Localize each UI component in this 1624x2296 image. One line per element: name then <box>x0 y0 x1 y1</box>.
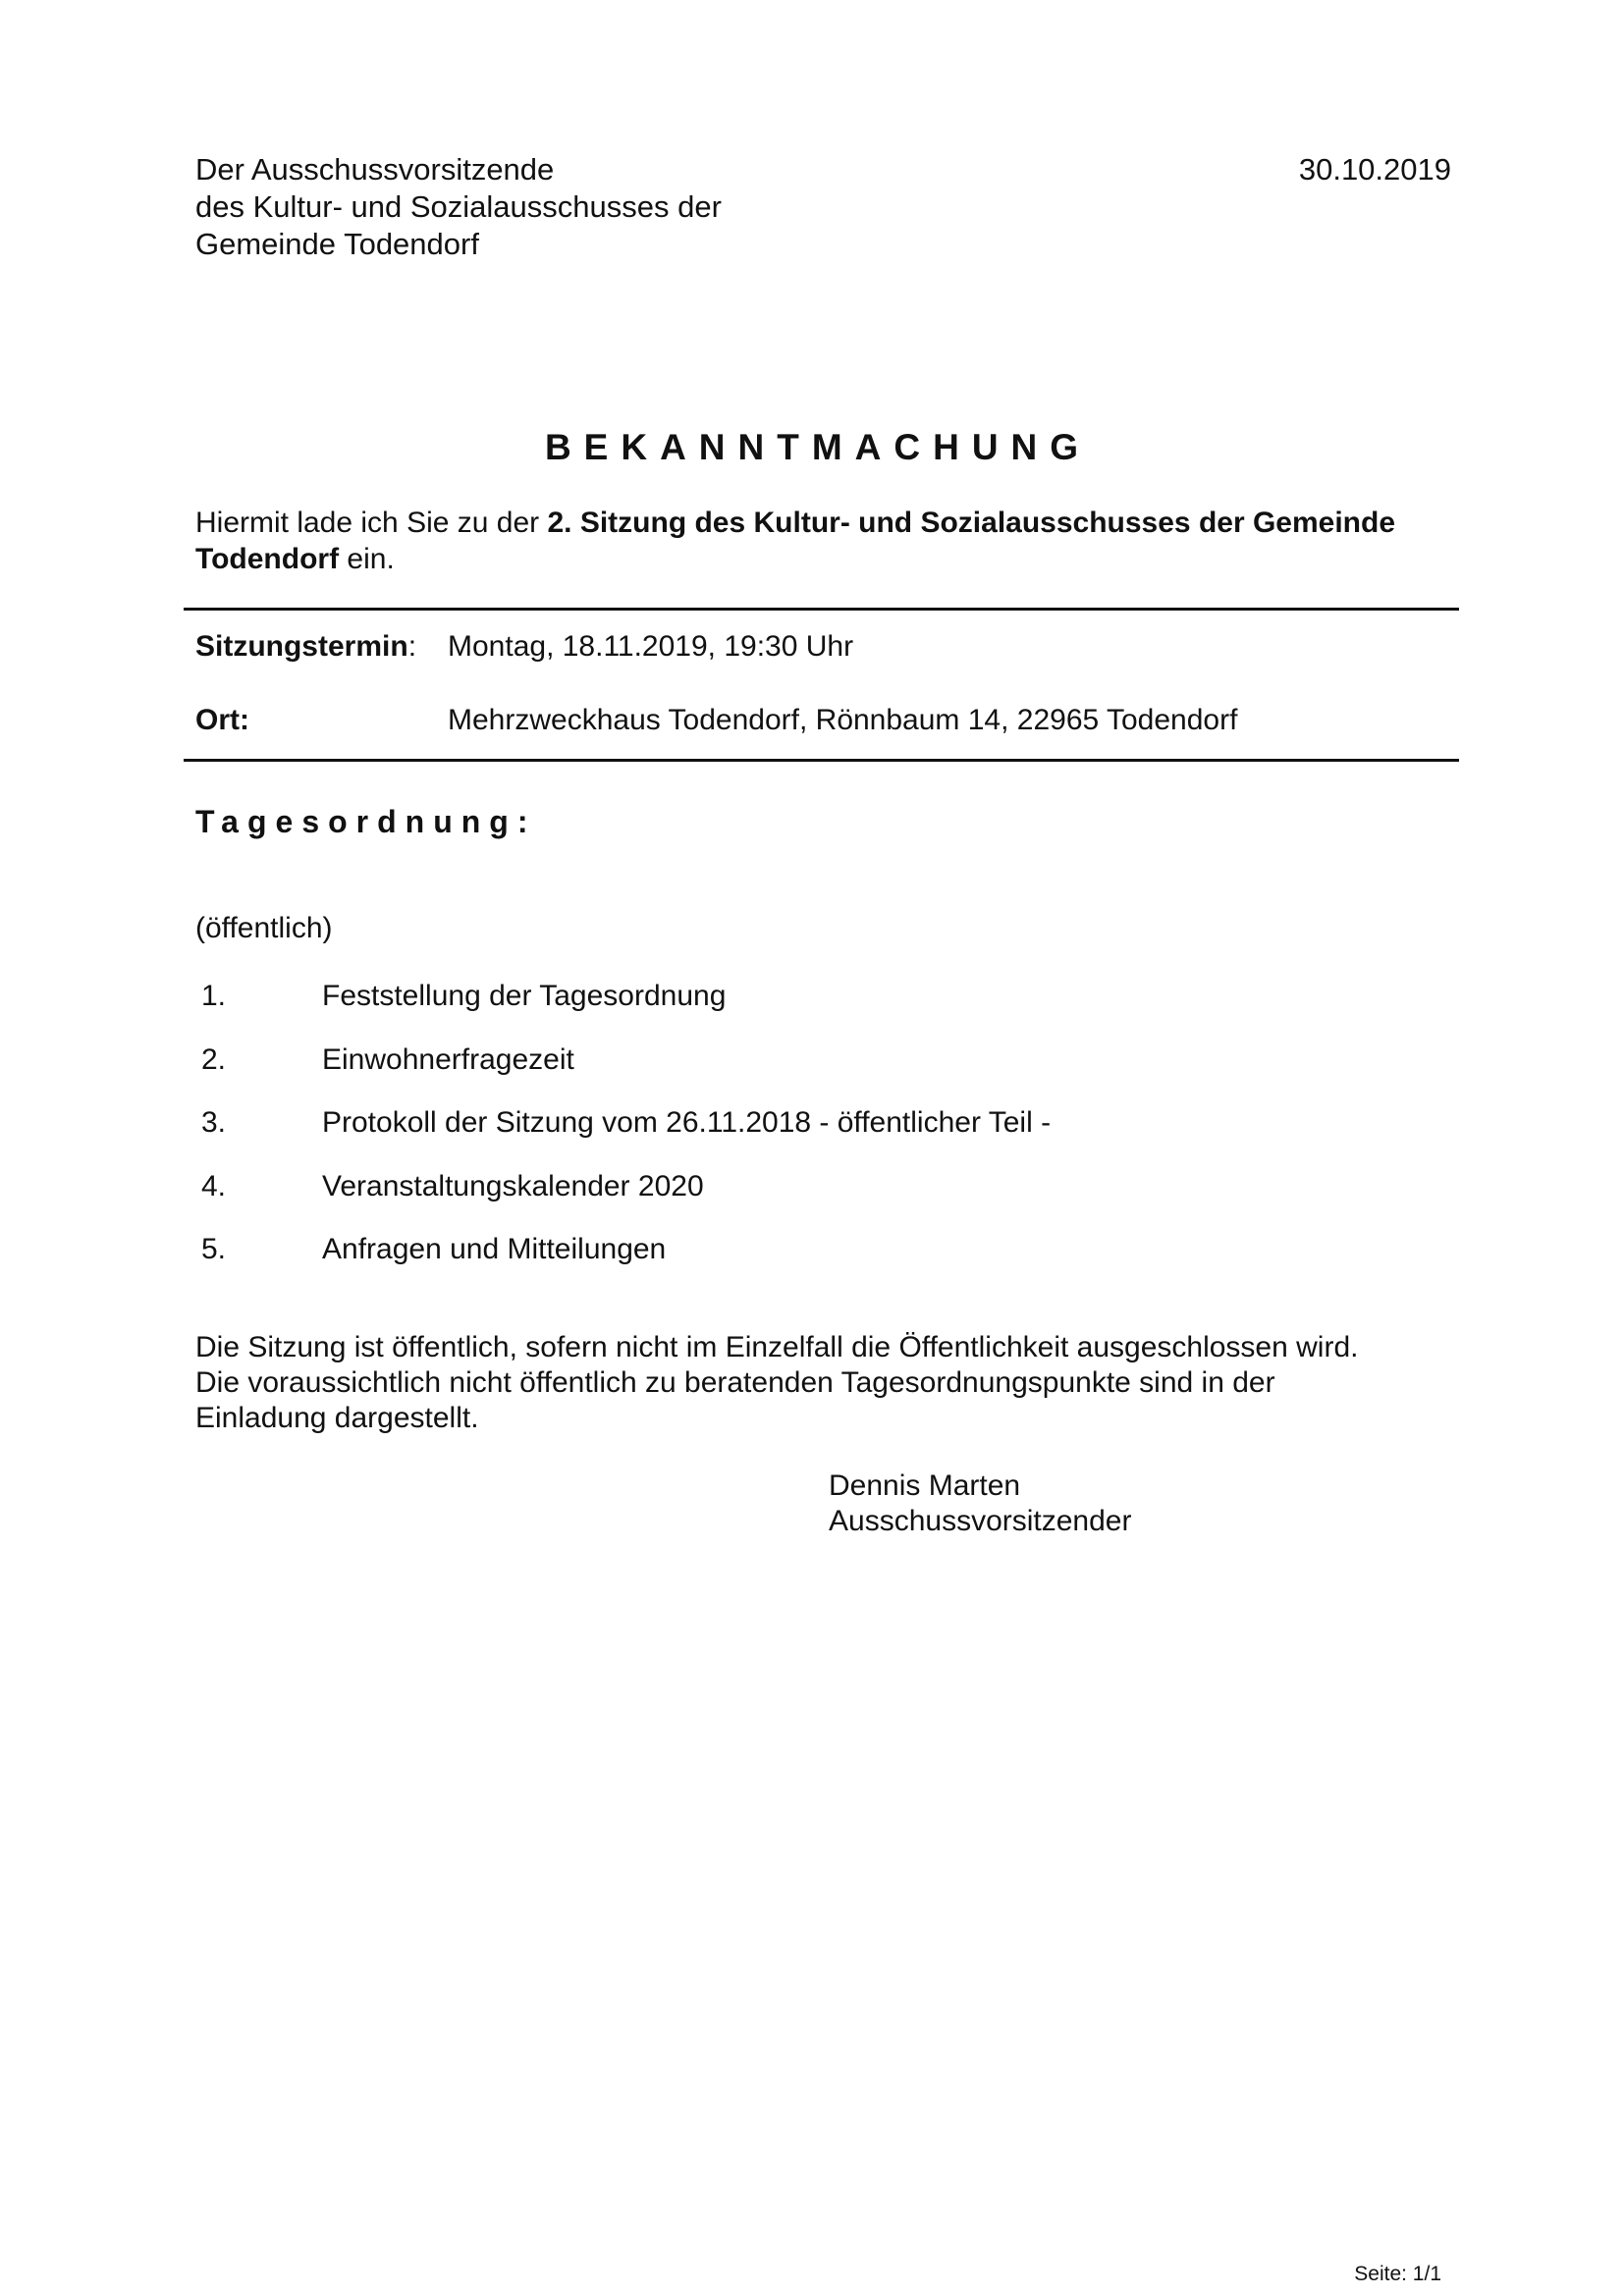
signature-name: Dennis Marten <box>829 1469 1021 1502</box>
agenda-item-text: Einwohnerfragezeit <box>322 1042 574 1076</box>
intro-meeting-name: 2. Sitzung des Kultur- und Sozialausschusses der Gemeinde Todendorf <box>195 507 1396 575</box>
meeting-place-value: Mehrzweckhaus Todendorf, Rönnbaum 14, 22965 Todendorf <box>448 704 1238 736</box>
page-number: Seite: 1/1 <box>1354 2263 1441 2285</box>
sender-line: Der Ausschussvorsitzende <box>195 152 555 187</box>
sender-line: des Kultur- und Sozialausschusses der <box>195 189 722 224</box>
signature-block <box>829 1468 1131 1539</box>
meeting-place-label: Ort: <box>195 704 249 736</box>
page-title: BEKANNTMACHUNG <box>544 427 1092 467</box>
agenda-section-label: (öffentlich) <box>195 912 333 944</box>
intro-suffix: ein. <box>339 543 395 575</box>
agenda-list <box>201 979 1051 1296</box>
notice-line: Die Sitzung ist öffentlich, sofern nicht im Einzelfall die Öffentlichkeit ausgeschlossen wird. <box>195 1331 1359 1363</box>
sender-line: Gemeinde Todendorf <box>195 227 479 261</box>
agenda-item-number: 2. <box>201 1042 227 1076</box>
meeting-date-value: Montag, 18.11.2019, 19:30 Uhr <box>448 630 854 663</box>
agenda-item-number: 1. <box>201 980 227 1012</box>
agenda-item-text: Veranstaltungskalender 2020 <box>322 1169 704 1202</box>
agenda-heading: Tagesordnung: <box>195 804 537 839</box>
agenda-item-text: Anfragen und Mitteilungen <box>322 1233 667 1265</box>
notice-line: Die voraussichtlich nicht öffentlich zu beratenden Tagesordnungspunkte sind in der <box>195 1366 1275 1399</box>
agenda-item <box>201 979 1051 1042</box>
meeting-date-label: Sitzungstermin: <box>195 630 417 663</box>
notice-line: Einladung dargestellt. <box>195 1402 479 1434</box>
public-notice <box>195 1330 1358 1436</box>
agenda-item <box>201 1232 1051 1296</box>
signature-role: Ausschussvorsitzender <box>829 1505 1132 1537</box>
agenda-item-number: 4. <box>201 1169 227 1202</box>
sender-block <box>195 151 722 263</box>
agenda-item <box>201 1105 1051 1169</box>
agenda-item-text: Feststellung der Tagesordnung <box>322 980 727 1012</box>
agenda-item-text: Protokoll der Sitzung vom 26.11.2018 - öffentlicher Teil - <box>322 1106 1052 1139</box>
divider-top <box>184 608 1459 611</box>
intro-paragraph <box>195 505 1472 577</box>
agenda-item-number: 3. <box>201 1106 227 1139</box>
document-date: 30.10.2019 <box>1298 152 1451 187</box>
agenda-item <box>201 1042 1051 1106</box>
meeting-date-row <box>195 629 853 665</box>
intro-prefix: Hiermit lade ich Sie zu der <box>195 507 548 539</box>
divider-bottom <box>184 759 1459 762</box>
agenda-item <box>201 1169 1051 1233</box>
meeting-place-row <box>195 703 1237 738</box>
agenda-item-number: 5. <box>201 1233 227 1265</box>
